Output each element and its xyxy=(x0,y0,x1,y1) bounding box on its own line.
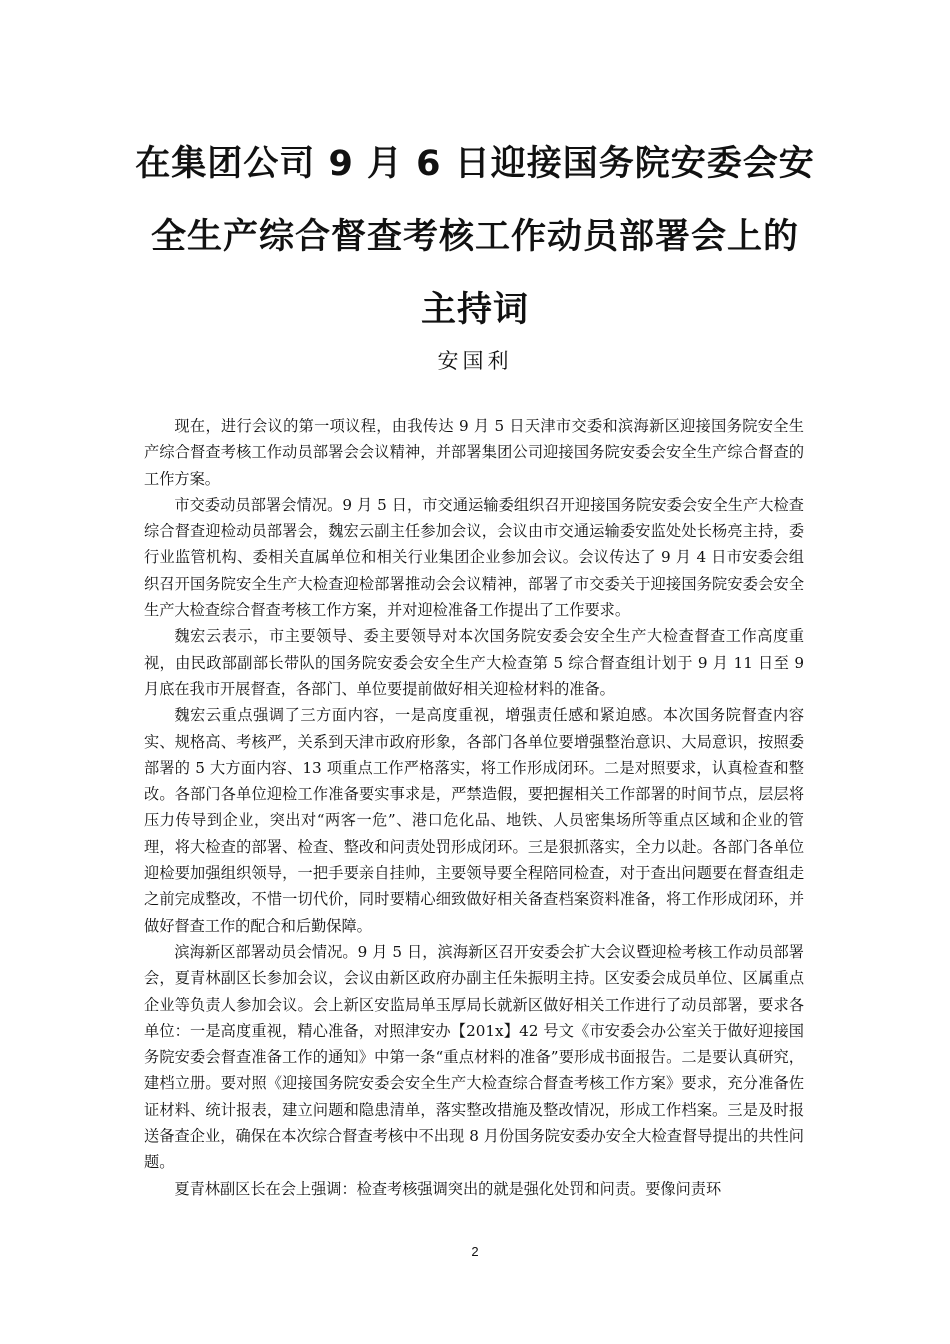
emphasis-text: 一是高度重视，增强责任感和紧迫感。 xyxy=(394,706,663,725)
paragraph-text: 魏宏云表示，市主要领导、委主要领导对本次国务院安委会安全生产大检查督查工作高度重视，由民政部副部长带队的国务院安委会安全生产大检查第 5 综合督查组计划于 9 月 11 日至 9 月底在我市开展督查，各部门、单位要提前做好相关迎检材料的准备。 xyxy=(144,627,804,698)
author-name: 安国利 xyxy=(437,349,513,373)
body-paragraph xyxy=(144,702,804,939)
document-title xyxy=(120,128,830,347)
title-line-2: 全生产综合督查考核工作动员部署会上的 xyxy=(150,217,799,257)
paragraph-text: 滨海新区部署动员会情况。9 月 5 日，滨海新区召开安委会扩大会议暨迎检考核工作动员部署会，夏青林副区长参加会议，会议由新区政府办副主任朱振明主持。区安委会成员单位、区属重点企业等负责人参加会议。会上新区安监局单玉厚局长就新区做好相关工作进行了动员部署，要求各单位：一是高度重视，精心准备，对照津安办【201x】42 号文《市安委会办公室关于做好迎接国务院安委会督查准备工作的通知》中第一条“重点材料的准备”要形成书面报告。二是要认真研究，建档立册。要对照《迎接国务院安委会安全生产大检查综合督查考核工作方案》要求，充分准备佐证材料、统计报表，建立问题和隐患清单，落实整改措施及整改情况，形成工作档案。三是及时报送备查企业，确保在本次综合督查考核中不出现 8 月份国务院安委办安全大检查督导提出的共性问题。 xyxy=(144,942,804,1172)
body-paragraph xyxy=(144,623,804,702)
document-body xyxy=(144,413,804,1202)
paragraph-text: 夏青林副区长在会上强调：检查考核强调突出的就是强化处罚和问责。要像问责环 xyxy=(174,1179,722,1198)
paragraph-text: 各部门各单位迎检要加强组织领导，一把手要亲自挂帅，主要领导要全程陪同检查，对于查出问题要在督查组走之前完成整改，不惜一切代价，同时要精心细致做好相关备查档案资料准备，将工作形成闭环，并做好督查工作的配合和后勤保障。 xyxy=(144,837,805,935)
paragraph-text: 市交委动员部署会情况。9 月 5 日，市交通运输委组织召开迎接国务院安委会安全生产大检查综合督查迎检动员部署会，魏宏云副主任参加会议，会议由市交通运输委安监处处长杨亮主持，委行业监管机构、委相关直属单位和相关行业集团企业参加会议。会议传达了 9 月 4 日市安委会组织召开国务院安全生产大检查迎检部署推动会会议精神，部署了市交委关于迎接国务院安委会安全生产大检查综合督查考核工作方案，并对迎检准备工作提出了工作要求。 xyxy=(144,495,804,620)
paragraph-text: 本次国务院督查内容实、规格高、考核严，关系到天津市政府形象，各部门各单位要增强整治意识、大局意识，按照委部署的 5 大方面内容、13 项重点工作严格落实，将工作形成闭环。 xyxy=(144,706,805,777)
body-paragraph xyxy=(144,939,804,1176)
body-paragraph xyxy=(144,413,804,492)
title-line-3: 主持词 xyxy=(420,290,529,330)
paragraph-text: 各部门各单位迎检工作准备要实事求是，严禁造假，要把握相关工作部署的时间节点，层层将压力传导到企业，突出对“两客一危”、港口危化品、地铁、人员密集场所等重点区域和企业的管理，将大检查的部署、检查、整改和问责处罚形成闭环。 xyxy=(144,785,805,856)
paragraph-text: 现在，进行会议的第一项议程，由我传达 9 月 5 日天津市交委和滨海新区迎接国务院安全生产综合督查考核工作动员部署会会议精神，并部署集团公司迎接国务院安委会安全生产综合督查的工作方案。 xyxy=(144,417,804,488)
title-line-1: 在集团公司 9 月 6 日迎接国务院安委会安 xyxy=(135,144,815,184)
body-paragraph xyxy=(144,492,804,623)
page-number: 2 xyxy=(471,1244,479,1259)
emphasis-text: 三是狠抓落实，全力以赴。 xyxy=(527,837,713,856)
paragraph-text: 魏宏云重点强调了三方面内容， xyxy=(174,706,395,725)
body-paragraph xyxy=(144,1176,804,1202)
emphasis-text: 二是对照要求，认真检查和整改。 xyxy=(144,758,804,804)
